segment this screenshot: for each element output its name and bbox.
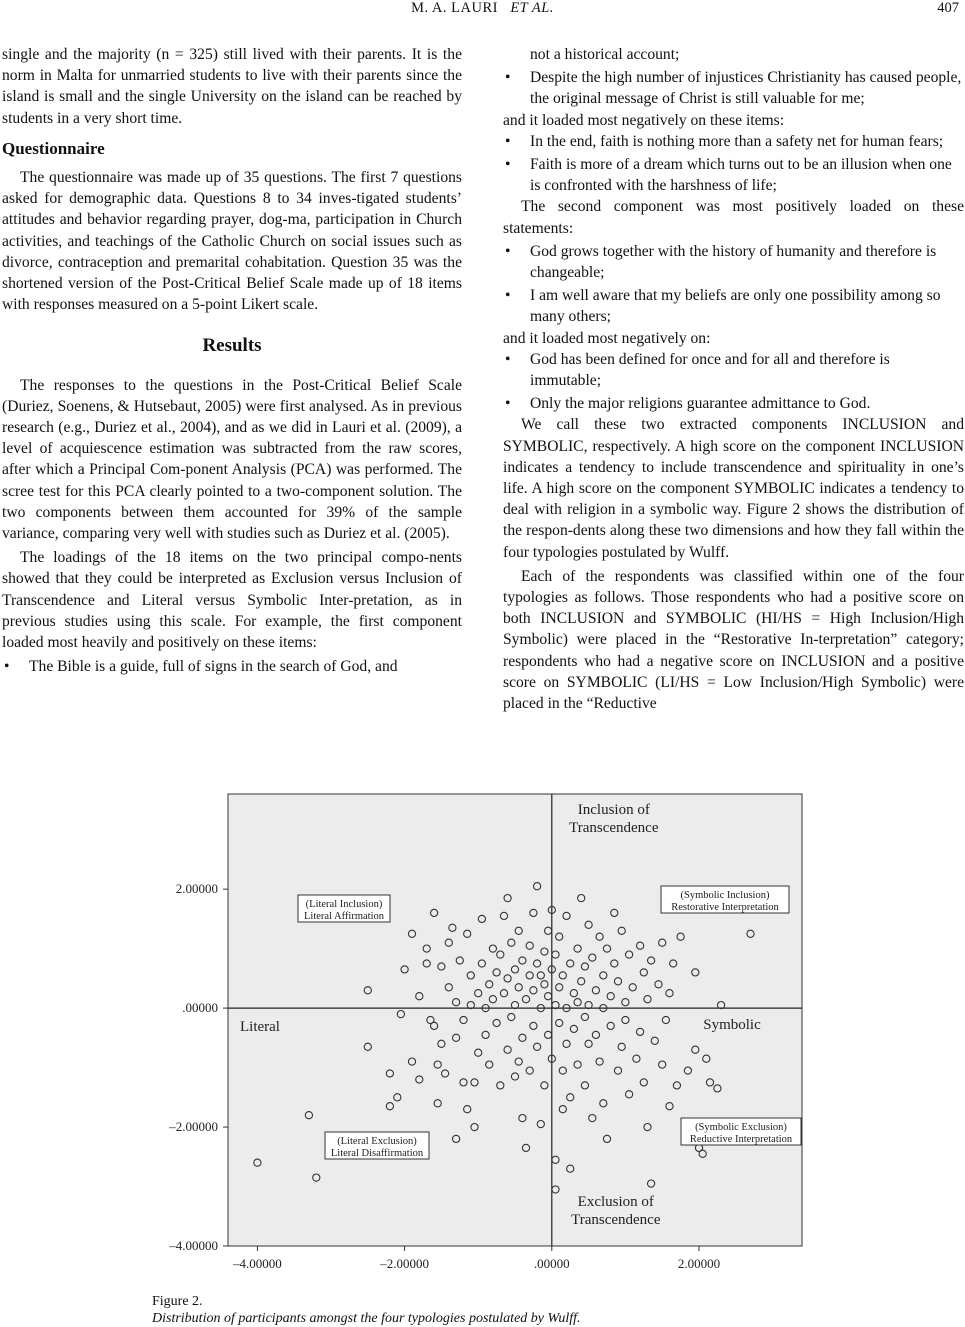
paragraph: and it loaded most negatively on these items: (503, 111, 785, 129)
axis-label-bottom: Exclusion of (577, 1194, 654, 1210)
section-heading-results: Results (202, 335, 262, 357)
figure-label: Figure 2. (152, 1294, 203, 1309)
scatter-chart (152, 788, 814, 1284)
quadrant-label: Literal Affirmation (304, 911, 384, 922)
paragraph: single and the majority (n = 325) still lived with their parents. It is the norm in Malta for unmarried students to live with their parents since the island is small and the single University on the island can be reached by students in a very short time. (2, 46, 462, 127)
paragraph: The questionnaire was made up of 35 questions. The first 7 questions asked for demographic data. Questions 8 to 34 inves-tigated students’ attitudes and behavior regarding prayer, dog-ma, participation in Church activities, and teachings of the Catholic Church on social issues such as divorce, contraception and premarital cohabitation. Question 35 was the shortened version of the Post-Critical Belief Scale made up of 18 items with responses measured on a 5-point Likert scale. (2, 169, 462, 314)
list-item: • The Bible is a guide, full of signs in the search of God, and (2, 656, 462, 677)
bullet-list (503, 131, 964, 197)
figure-caption-text: Distribution of participants amongst the four typologies postulated by Wulff. (152, 1311, 581, 1326)
axis-label-left: Literal (240, 1019, 280, 1036)
quadrant-label: (Symbolic Exclusion) (695, 1122, 787, 1133)
figure-caption (152, 1293, 581, 1327)
list-item-continuation: not a historical account; (530, 46, 680, 63)
axis-label-right: Symbolic (703, 1017, 761, 1034)
list-item: • I am well aware that my beliefs are only one possibility among so many others; (503, 285, 964, 327)
list-item: • Despite the high number of injustices Christianity has caused people, the original message of Christ is still valuable for me; (503, 67, 964, 109)
x-tick-label: .00000 (533, 1256, 570, 1271)
page-number: 407 (937, 0, 959, 16)
bullet-list (503, 67, 964, 109)
x-tick-label: 2.00000 (677, 1256, 721, 1271)
page-header (0, 0, 965, 24)
paragraph: and it loaded most negatively on: (503, 329, 711, 347)
y-tick-label: 2.00000 (175, 881, 218, 897)
section-heading-questionnaire: Questionnaire (2, 138, 105, 158)
list-item: • Only the major religions guarantee admittance to God. (503, 393, 964, 414)
quadrant-label: (Symbolic Inclusion) (680, 890, 770, 901)
quadrant-label: Restorative Interpretation (671, 902, 779, 913)
x-tick-label: –4.00000 (233, 1256, 282, 1271)
paragraph: Each of the respondents was classified within one of the four typologies as follows. Those respondents who had a positive score on both INCLUSION and SYMBOLIC (HI/HS = High Inclusion/High Symbolic) were placed in the “Restorative In-terpretation” category; respondents who had a negative score on INCLUSION and a positive score on SYMBOLIC (LI/HS = Low Inclusion/High Symbolic) were placed in the “Reductive (503, 567, 964, 713)
running-head: M. A. LAURI ET AL. (411, 0, 554, 16)
paragraph: The second component was most positively loaded on these statements: (503, 198, 964, 237)
list-item: • Faith is more of a dream which turns out to be an illusion when one is confronted with the harshness of life; (503, 154, 964, 196)
list-item: • In the end, faith is nothing more than a safety net for human fears; (503, 131, 964, 152)
paragraph: The responses to the questions in the Post-Critical Belief Scale (Duriez, Soenens, & Hutsebaut, 2005) were first analysed. As in previous research (e.g., Duriez et al., 2004), and as we did in Lauri et al. (2009), a level of acquiescence estimation was subtracted from the raw scores, after which a Principal Com-ponent Analysis (PCA) was performed. The scree test for this PCA clearly pointed to a two-component solution. The two components between them accounted for 39% of the sample variance, comparing very well with studies such as Duriez et al. (2005). (2, 376, 462, 543)
axis-label-bottom: Transcendence (571, 1212, 661, 1228)
paragraph: We call these two extracted components INCLUSION and SYMBOLIC, respectively. A high score on the component INCLUSION indicates a tendency to include transcendence and spirituality in one’s life. A high score on the component SYMBOLIC indicates a tendency to deal with religion in a symbolic way. Figure 2 shows the distribution of the respon-dents along these two dimensions and how they fall within the four typologies postulated by Wulff. (503, 416, 964, 561)
right-column (503, 44, 964, 714)
y-tick-label: –4.00000 (169, 1238, 218, 1253)
x-tick-label: –2.00000 (380, 1256, 429, 1271)
quadrant-label: Literal Disaffirmation (330, 1148, 424, 1159)
bullet-list (503, 349, 964, 415)
y-tick-label: .00000 (182, 1000, 218, 1016)
list-item: • God has been defined for once and for all and therefore is immutable; (503, 349, 964, 391)
bullet-list (503, 241, 964, 328)
bullet-list (2, 656, 462, 677)
quadrant-label: (Literal Exclusion) (337, 1136, 417, 1147)
figure-scatter-plot (152, 788, 814, 1284)
left-column (2, 44, 462, 677)
paragraph: The loadings of the 18 items on the two principal compo-nents showed that they could be interpreted as Exclusion versus Inclusion of Transcendence and Literal versus Symbolic Inter-pretation, as in previous studies using this scale. For example, the first component loaded most heavily and positively on these items: (2, 549, 462, 652)
list-item: • God grows together with the history of humanity and therefore is changeable; (503, 241, 964, 283)
axis-label-top: Transcendence (569, 820, 659, 836)
quadrant-label: (Literal Inclusion) (305, 899, 383, 910)
quadrant-label: Reductive Interpretation (689, 1134, 793, 1145)
y-tick-label: –2.00000 (169, 1119, 218, 1135)
axis-label-top: Inclusion of (577, 802, 650, 818)
